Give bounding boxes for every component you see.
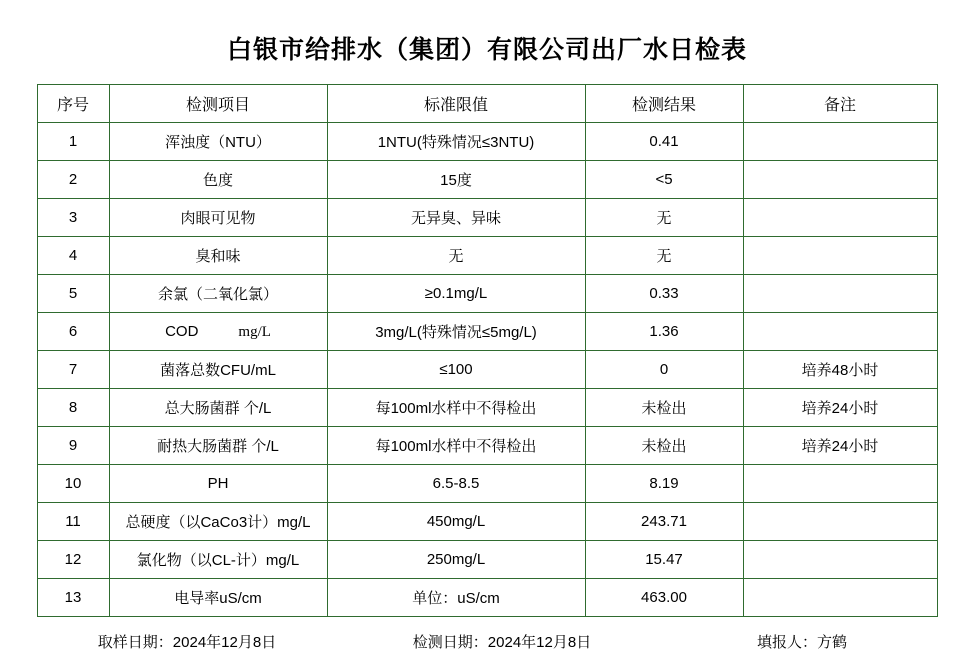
cell-no: 1 bbox=[37, 123, 109, 161]
table-body bbox=[37, 123, 937, 617]
cell-limit: 1NTU(特殊情况≤3NTU) bbox=[327, 123, 585, 161]
cell-result: 243.71 bbox=[585, 503, 743, 541]
cell-limit: 15度 bbox=[327, 161, 585, 199]
cell-remark bbox=[743, 199, 937, 237]
cell-item: 电导率uS/cm bbox=[109, 579, 327, 617]
cell-item: 菌落总数CFU/mL bbox=[109, 351, 327, 389]
table-row bbox=[37, 199, 937, 237]
cod-unit: mg/L bbox=[238, 323, 271, 340]
cell-result: 未检出 bbox=[585, 389, 743, 427]
cell-no: 11 bbox=[37, 503, 109, 541]
cell-no: 5 bbox=[37, 275, 109, 313]
cell-remark bbox=[743, 275, 937, 313]
table-row bbox=[37, 427, 937, 465]
table-header-row bbox=[37, 85, 937, 123]
cell-no: 10 bbox=[37, 465, 109, 503]
header-result: 检测结果 bbox=[585, 85, 743, 123]
footer bbox=[37, 617, 937, 652]
cell-remark bbox=[743, 465, 937, 503]
cell-item: PH bbox=[109, 465, 327, 503]
cell-result: 15.47 bbox=[585, 541, 743, 579]
cell-remark bbox=[743, 579, 937, 617]
cell-remark bbox=[743, 123, 937, 161]
cell-remark bbox=[743, 313, 937, 351]
cell-no: 3 bbox=[37, 199, 109, 237]
header-item: 检测项目 bbox=[109, 85, 327, 123]
cell-limit: 无异臭、异味 bbox=[327, 199, 585, 237]
cell-result: 0.33 bbox=[585, 275, 743, 313]
cell-no: 7 bbox=[37, 351, 109, 389]
table-row bbox=[37, 465, 937, 503]
cell-result: 无 bbox=[585, 199, 743, 237]
cell-remark bbox=[743, 161, 937, 199]
cell-no: 4 bbox=[37, 237, 109, 275]
cell-remark: 培养24小时 bbox=[743, 389, 937, 427]
table-row bbox=[37, 237, 937, 275]
cell-item bbox=[109, 313, 327, 351]
cell-result: 0 bbox=[585, 351, 743, 389]
cell-remark bbox=[743, 541, 937, 579]
cell-limit: ≤100 bbox=[327, 351, 585, 389]
cell-remark bbox=[743, 503, 937, 541]
table-row bbox=[37, 123, 937, 161]
cell-item: 臭和味 bbox=[109, 237, 327, 275]
cell-no: 9 bbox=[37, 427, 109, 465]
cell-remark bbox=[743, 237, 937, 275]
cod-label bbox=[165, 323, 271, 341]
cell-result: 未检出 bbox=[585, 427, 743, 465]
cell-limit: 单位：uS/cm bbox=[327, 579, 585, 617]
cell-result: 0.41 bbox=[585, 123, 743, 161]
cell-limit: 450mg/L bbox=[327, 503, 585, 541]
cell-limit: 6.5-8.5 bbox=[327, 465, 585, 503]
filled-by: 填报人：方鹤 bbox=[756, 634, 847, 651]
cell-limit: 无 bbox=[327, 237, 585, 275]
cell-limit: ≥0.1mg/L bbox=[327, 275, 585, 313]
cell-remark: 培养48小时 bbox=[743, 351, 937, 389]
cell-limit: 3mg/L(特殊情况≤5mg/L) bbox=[327, 313, 585, 351]
cell-no: 6 bbox=[37, 313, 109, 351]
table-row bbox=[37, 313, 937, 351]
cell-no: 8 bbox=[37, 389, 109, 427]
cell-item: 浑浊度（NTU） bbox=[109, 123, 327, 161]
header-remark: 备注 bbox=[743, 85, 937, 123]
table-row bbox=[37, 351, 937, 389]
page-title: 白银市给排水（集团）有限公司出厂水日检表 bbox=[226, 36, 747, 64]
cell-no: 13 bbox=[37, 579, 109, 617]
cell-limit: 250mg/L bbox=[327, 541, 585, 579]
test-date: 检测日期：2024年12月8日 bbox=[412, 634, 592, 651]
cell-item: 余氯（二氧化氯） bbox=[109, 275, 327, 313]
cell-remark: 培养24小时 bbox=[743, 427, 937, 465]
cell-item: 总硬度（以CaCo3计）mg/L bbox=[109, 503, 327, 541]
table-row bbox=[37, 389, 937, 427]
cell-result: 1.36 bbox=[585, 313, 743, 351]
sample-date: 取样日期：2024年12月8日 bbox=[97, 634, 277, 651]
cell-item: 耐热大肠菌群 个/L bbox=[109, 427, 327, 465]
table-row bbox=[37, 275, 937, 313]
cell-item: 肉眼可见物 bbox=[109, 199, 327, 237]
cell-result: 463.00 bbox=[585, 579, 743, 617]
cell-item: 氯化物（以CL-计）mg/L bbox=[109, 541, 327, 579]
water-quality-table bbox=[37, 84, 938, 617]
cell-result: 8.19 bbox=[585, 465, 743, 503]
cell-item: 总大肠菌群 个/L bbox=[109, 389, 327, 427]
cell-item: 色度 bbox=[109, 161, 327, 199]
table-row bbox=[37, 579, 937, 617]
cell-no: 12 bbox=[37, 541, 109, 579]
cell-limit: 每100ml水样中不得检出 bbox=[327, 389, 585, 427]
table-row bbox=[37, 161, 937, 199]
cod-name: COD bbox=[165, 322, 199, 340]
table-header bbox=[37, 85, 937, 123]
header-limit: 标准限值 bbox=[327, 85, 585, 123]
cell-result: 无 bbox=[585, 237, 743, 275]
table-row bbox=[37, 503, 937, 541]
cell-limit: 每100ml水样中不得检出 bbox=[327, 427, 585, 465]
header-no: 序号 bbox=[37, 85, 109, 123]
table-row bbox=[37, 541, 937, 579]
cell-result: <5 bbox=[585, 161, 743, 199]
cell-no: 2 bbox=[37, 161, 109, 199]
